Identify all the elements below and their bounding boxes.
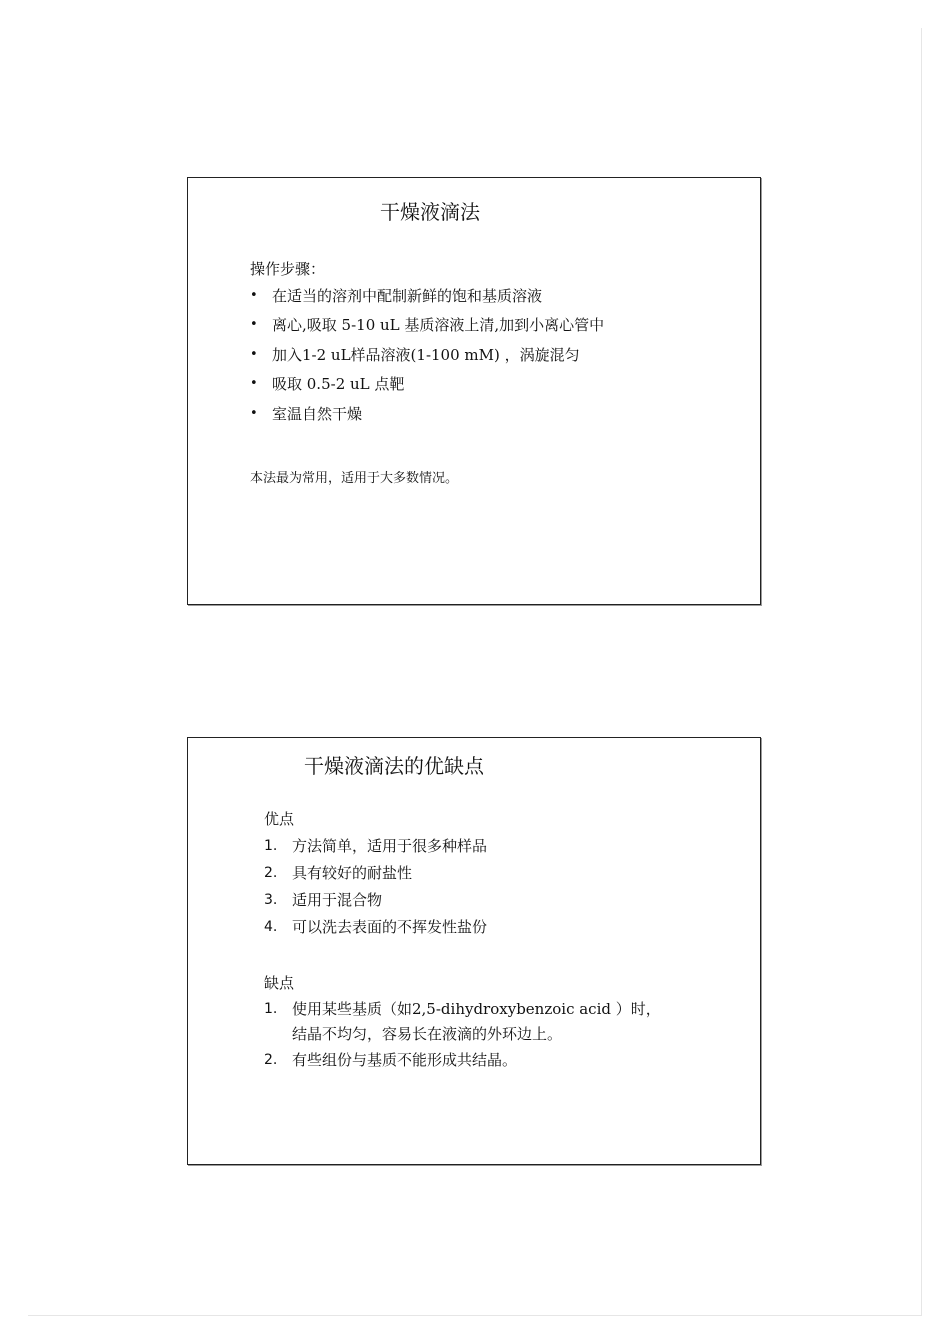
pro-text-3: 适用于混合物 (292, 891, 383, 909)
bullet-icon: • (250, 405, 258, 421)
pro-item-1 (264, 833, 487, 860)
page-edge-right (921, 28, 922, 1316)
pro-text-4: 可以洗去表面的不挥发性盐份 (292, 918, 488, 936)
slide-1-dried-droplet-method (187, 177, 761, 605)
step-text-2: 离心,吸取 5-10 uL 基质溶液上清,加到小离心管中 (272, 316, 605, 335)
con-text-1-line-2: 结晶不均匀，容易长在液滴的外环边上。 (292, 1025, 563, 1043)
step-text-4: 吸取 0.5-2 uL 点靶 (272, 375, 405, 394)
bullet-icon: • (250, 317, 258, 333)
con-text-1-line-1: 使用某些基质（如2,5-dihydroxybenzoic acid ）时， (292, 1000, 661, 1018)
steps-label: 操作步骤： (250, 260, 326, 278)
pros-list (264, 833, 487, 941)
pro-number-1: 1. (264, 838, 278, 854)
pro-number-2: 2. (264, 865, 278, 881)
pro-item-3 (264, 887, 487, 914)
pro-item-2 (264, 860, 487, 887)
bullet-icon: • (250, 376, 258, 392)
slide-2-title: 干燥液滴法的优缺点 (304, 754, 484, 778)
step-text-1: 在适当的溶剂中配制新鲜的饱和基质溶液 (272, 287, 543, 305)
con-item-2 (264, 1047, 661, 1074)
pro-item-4 (264, 914, 487, 941)
pro-number-4: 4. (264, 919, 278, 935)
con-number-2: 2. (264, 1052, 278, 1068)
step-text-3: 加入1-2 uL样品溶液(1-100 mM) ，涡旋混匀 (272, 345, 580, 364)
slide-1-title: 干燥液滴法 (380, 200, 480, 224)
step-text-5: 室温自然干燥 (272, 404, 363, 423)
bullet-icon: • (250, 288, 258, 303)
pro-text-2: 具有较好的耐盐性 (292, 864, 413, 882)
pro-number-3: 3. (264, 892, 278, 908)
pros-label: 优点 (264, 810, 295, 828)
page-edge-bottom (28, 1315, 922, 1316)
method-note: 本法最为常用，适用于大多数情况。 (250, 471, 459, 486)
cons-list (264, 997, 661, 1074)
cons-label: 缺点 (264, 974, 295, 992)
con-text-2: 有些组份与基质不能形成共结晶。 (292, 1051, 518, 1069)
pro-text-1: 方法简单，适用于很多种样品 (292, 837, 488, 855)
slide-2-pros-and-cons (187, 737, 761, 1165)
con-item-1 (264, 997, 661, 1047)
con-number-1: 1. (264, 1001, 278, 1017)
bullet-icon: • (250, 346, 258, 362)
